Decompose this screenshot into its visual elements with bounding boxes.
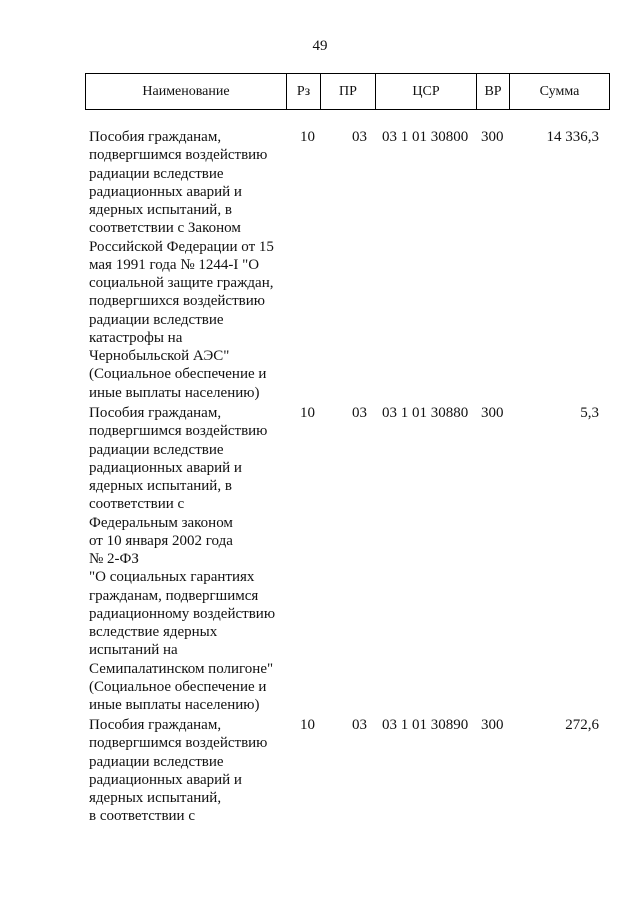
row-vr: 300 — [481, 717, 504, 733]
name-line: подвергшимся воздействию — [89, 735, 268, 752]
header-sum: Сумма — [509, 74, 609, 109]
name-line: № 2-ФЗ — [89, 551, 139, 567]
name-line: (Социальное обеспечение и — [89, 678, 267, 695]
name-line: Семипалатинском полигоне" — [89, 660, 274, 677]
name-line: "О социальных гарантиях — [89, 569, 255, 586]
name-line: подвергшимся воздействию — [89, 147, 268, 164]
name-line: Российской Федерации от 15 — [89, 238, 274, 255]
name-line: от 10 января 2002 года — [89, 532, 233, 549]
name-line: (Социальное обеспечение и — [89, 366, 267, 383]
name-line: катастрофы на — [89, 329, 183, 346]
name-line: социальной защите граждан, — [89, 275, 274, 291]
header-rz: Рз — [286, 74, 320, 109]
row-rz: 10 — [300, 405, 315, 421]
name-line: радиации вследствие — [89, 311, 224, 328]
row-sum: 272,6 — [565, 717, 599, 733]
name-line: Чернобыльской АЭС" — [89, 348, 230, 364]
header-csr: ЦСР — [375, 74, 476, 109]
row-pr: 03 — [352, 717, 367, 733]
name-line: радиационных аварий и — [89, 459, 242, 476]
table-header — [85, 73, 610, 110]
row-vr: 300 — [481, 129, 504, 145]
name-line: ядерных испытаний, в — [89, 202, 232, 218]
name-line: радиационному воздействию — [89, 605, 276, 622]
name-line: Федеральным законом — [89, 514, 233, 531]
name-line: иные выплаты населению) — [89, 697, 260, 713]
row-rz: 10 — [300, 129, 315, 145]
name-line: соответствии с — [89, 496, 185, 513]
name-line: гражданам, подвергшимся — [89, 587, 259, 604]
row-csr: 03 1 01 30800 — [382, 129, 469, 145]
name-line: радиационных аварий и — [89, 183, 242, 200]
name-line: вследствие ядерных — [89, 624, 218, 640]
name-line: радиационных аварий и — [89, 771, 242, 788]
name-line: соответствии с Законом — [89, 220, 241, 237]
row-name — [89, 404, 289, 714]
name-line: испытаний на — [89, 642, 178, 659]
row-pr: 03 — [352, 129, 367, 145]
header-name: Наименование — [142, 83, 230, 99]
row-name — [89, 716, 289, 826]
row-sum: 5,3 — [580, 405, 599, 421]
header-vr: ВР — [476, 74, 509, 109]
name-line: иные выплаты населению) — [89, 384, 260, 401]
name-line: подвергшихся воздействию — [89, 293, 265, 310]
name-line: радиации вследствие — [89, 441, 224, 458]
row-sum: 14 336,3 — [546, 129, 599, 145]
name-line: Пособия гражданам, — [89, 717, 222, 733]
name-line: Пособия гражданам, — [89, 129, 222, 145]
row-name — [89, 128, 289, 402]
row-pr: 03 — [352, 405, 367, 421]
row-csr: 03 1 01 30880 — [382, 405, 469, 421]
name-line: Пособия гражданам, — [89, 405, 222, 421]
name-line: ядерных испытаний, — [89, 790, 222, 806]
name-line: радиации вследствие — [89, 753, 224, 770]
name-line: мая 1991 года № 1244-I "О — [89, 256, 260, 273]
name-line: в соответствии с — [89, 808, 195, 825]
name-line: радиации вследствие — [89, 165, 224, 182]
page-number: 49 — [312, 38, 328, 54]
name-line: ядерных испытаний, в — [89, 478, 232, 494]
row-csr: 03 1 01 30890 — [382, 717, 469, 733]
row-vr: 300 — [481, 405, 504, 421]
row-rz: 10 — [300, 717, 315, 733]
header-pr: ПР — [320, 74, 375, 109]
name-line: подвергшимся воздействию — [89, 423, 268, 440]
